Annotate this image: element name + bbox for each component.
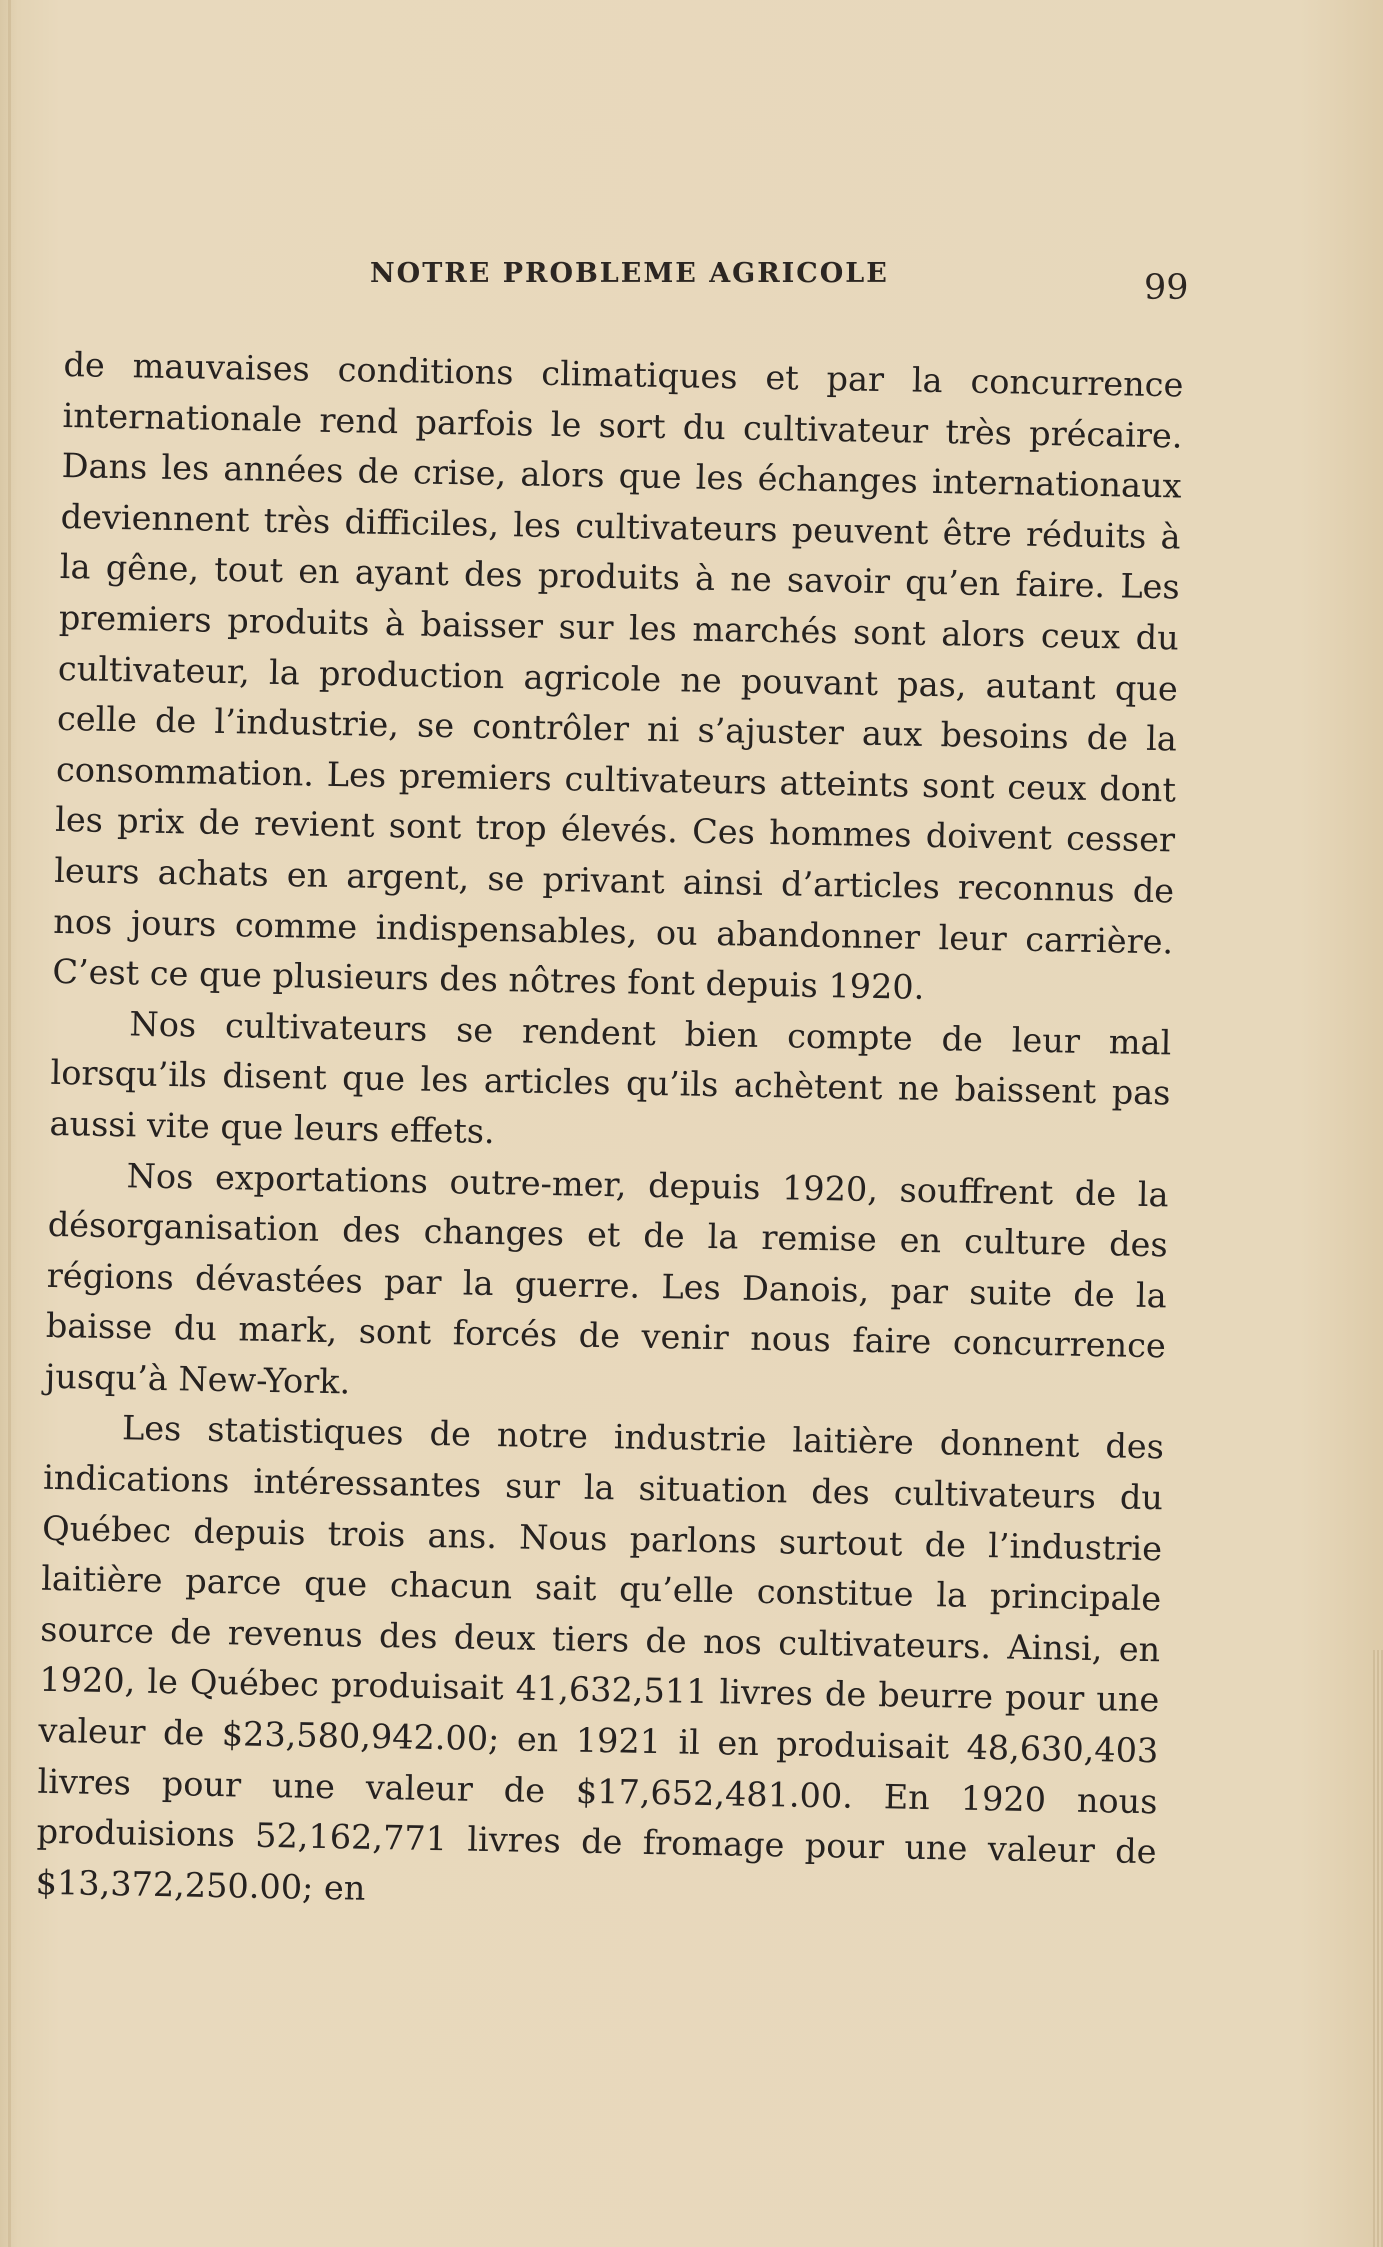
paragraph: Nos exportations outre-mer, depuis 1920, souffrent de la désorganisation des changes et de la remise en culture des régions dévastées par la guerre. Les Danois, par suite de la baisse du mark, sont forcés de venir nous faire concurrence jusqu’à New-York.: [44, 1155, 1169, 1402]
paragraph: Nos cultivateurs se rendent bien compte de leur mal lorsqu’ils disent que les articles qu’ils achètent ne baissent pas aussi vite que leurs effets.: [49, 1004, 1172, 1151]
paragraph: Les statistiques de notre industrie laitière donnent des indications intéressantes sur la situation des cultivateurs du Québec depuis trois ans. Nous parlons surtout de l’industrie laitière parce que chacun sait qu’elle constitue la principale source de revenus des deux tiers de nos cultivateurs. Ainsi, en 1920, le Québec produisait 41,632,511 livres de beurre pour une valeur de $23,580,942.00; en 1921 il en produisait 48,630,403 livres pour une valeur de $17,652,481.00. En 1920 nous produisions 52,162,771 livres de fromage pour une valeur de $13,372,250.00; en: [35, 1408, 1165, 1908]
page-edge: [1373, 1650, 1383, 2247]
paragraph-continued: de mauvaises conditions climatiques et par la concurrence internationale rend parfois le sort du cultivateur très précaire. Dans les années de crise, alors que les échanges internationaux deviennent très difficiles, les cultivateurs peuvent être réduits à la gêne, tout en ayant des produits à ne savoir qu’en faire. Les premiers produits à baisser sur les marchés sont alors ceux du cultivateur, la production agricole ne pouvant pas, autant que celle de l’industrie, se contrôler ni s’ajuster aux besoins de la consommation. Les premiers cultivateurs atteints sont ceux dont les prix de revient sont trop élevés. Ces hommes doivent cesser leurs achats en argent, se privant ainsi d’articles reconnus de nos jours comme indispensables, ou abandonner leur carrière. C’est ce que plusieurs des nôtres font depuis 1920.: [52, 344, 1184, 1007]
running-title: NOTRE PROBLEME AGRICOLE: [370, 258, 889, 289]
body-text: [35, 340, 1184, 1929]
binding-gutter: [8, 0, 11, 2247]
page-number: 99: [1144, 268, 1189, 308]
